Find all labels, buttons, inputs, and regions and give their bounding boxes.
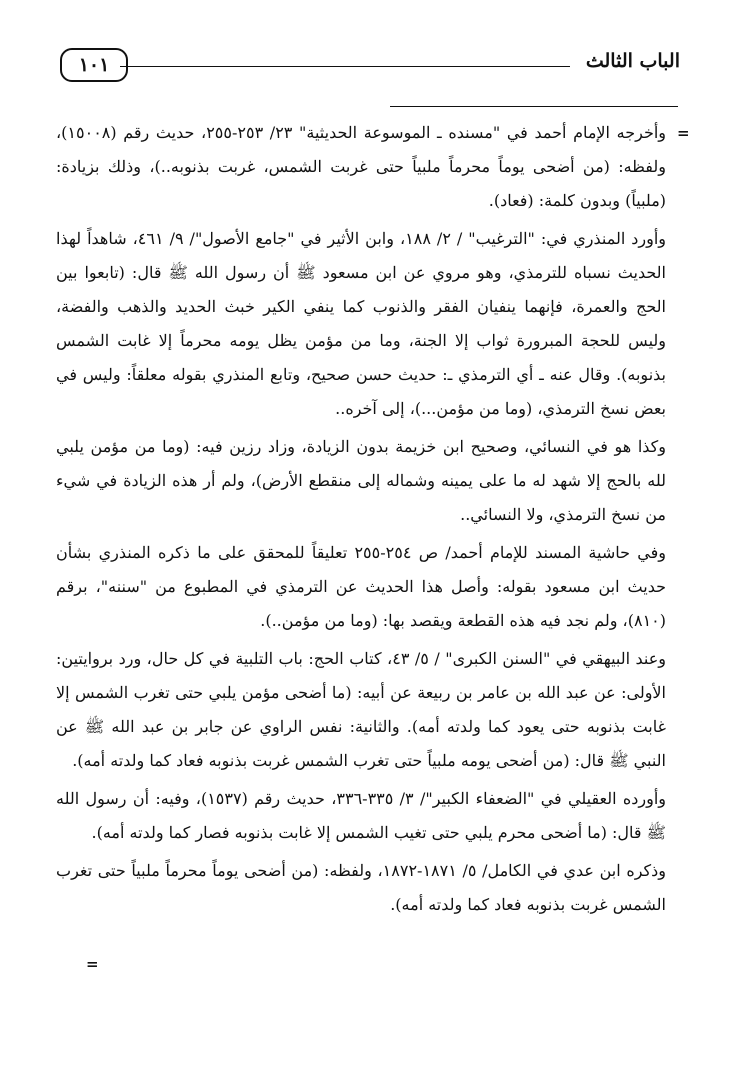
paragraph: وأورد المنذري في: "الترغيب" / ٢/ ١٨٨، وابن الأثير في "جامع الأصول"/ ٩/ ٤٦١، شاهداً لهذا الحديث نسباه للترمذي، وهو مروي عن ابن مسعود ﷺ أن رسول الله ﷺ قال: (تابعوا بين الحج والعمرة، فإنهما ينفيان الفقر والذنوب كما ينفي الكير خبث الحديد والذهب والفضة، وليس للحجة المبرورة ثواب إلا الجنة، وما من مؤمن يظل يومه محرماً إلا غابت الشمس بذنوبه). وقال عنه ـ أي الترمذي ـ: حديث حسن صحيح، وتابع المنذري بقوله معلقاً: وليس في بعض نسخ الترمذي، (وما من مؤمن...)، إلى آخره.. <box>56 229 667 418</box>
chapter-title: الباب الثالث <box>585 50 680 72</box>
page-header <box>60 48 680 88</box>
header-rule <box>120 66 570 67</box>
paragraph: وفي حاشية المسند للإمام أحمد/ ص ٢٥٤-٢٥٥ تعليقاً للمحقق على ما ذكره المنذري بشأن حديث ابن مسعود بقوله: وأصل هذا الحديث عن الترمذي في المطبوع من "سننه"، برقم (٨١٠)، ولم نجد فيه هذه القطعة ويقصد بها: (وما من مؤمن..). <box>56 543 667 630</box>
continuation-mark-top: = <box>677 124 690 142</box>
continuation-mark-bottom: = <box>86 955 99 973</box>
paragraph: وأورده العقيلي في "الضعفاء الكبير"/ ٣/ ٣٣٥-٣٣٦، حديث رقم (١٥٣٧)، وفيه: أن رسول الله ﷺ قال: (ما أضحى محرم يلبي حتى تغيب الشمس إلا غابت بذنوبه فصار كما ولدته أمه). <box>56 789 667 842</box>
footnote-separator <box>390 106 678 107</box>
paragraph: وأخرجه الإمام أحمد في "مسنده ـ الموسوعة الحديثية" ٢٣/ ٢٥٣-٢٥٥، حديث رقم (١٥٠٠٨)، ولفظه: (من أضحى يوماً محرماً ملبياً حتى غربت الشمس، غربت بذنوبه..)، وذلك بزيادة: (ملبياً) وبدون كلمة: (فعاد). <box>56 123 667 210</box>
paragraph: وكذا هو في النسائي، وصحيح ابن خزيمة بدون الزيادة، وزاد رزين فيه: (وما من مؤمن يلبي لله بالحج إلا شهد له ما على يمينه وشماله إلى منقطع الأرض)، ولم أر هذه الزيادة في شيء من نسخ الترمذي، ولا النسائي.. <box>56 437 666 524</box>
page-number: ١٠١ <box>60 48 128 82</box>
page-body <box>56 116 666 926</box>
paragraph: وذكره ابن عدي في الكامل/ ٥/ ١٨٧١-١٨٧٢، ولفظه: (من أضحى يوماً محرماً ملبياً حتى تغرب الشمس غربت بذنوبه فعاد كما ولدته أمه). <box>56 861 666 914</box>
paragraph: وعند البيهقي في "السنن الكبرى" / ٥/ ٤٣، كتاب الحج: باب التلبية في كل حال، ورد بروايتين: الأولى: عن عبد الله بن عامر بن ربيعة عن أبيه: (ما أضحى مؤمن يلبي حتى تغرب الشمس إلا غابت بذنوبه حتى يعود كما ولدته أمه). والثانية: نفس الراوي عن جابر بن عبد الله ﷺ عن النبي ﷺ قال: (من أضحى يومه ملبياً حتى تغرب الشمس غربت بذنوبه فعاد كما ولدته أمه). <box>56 649 667 770</box>
